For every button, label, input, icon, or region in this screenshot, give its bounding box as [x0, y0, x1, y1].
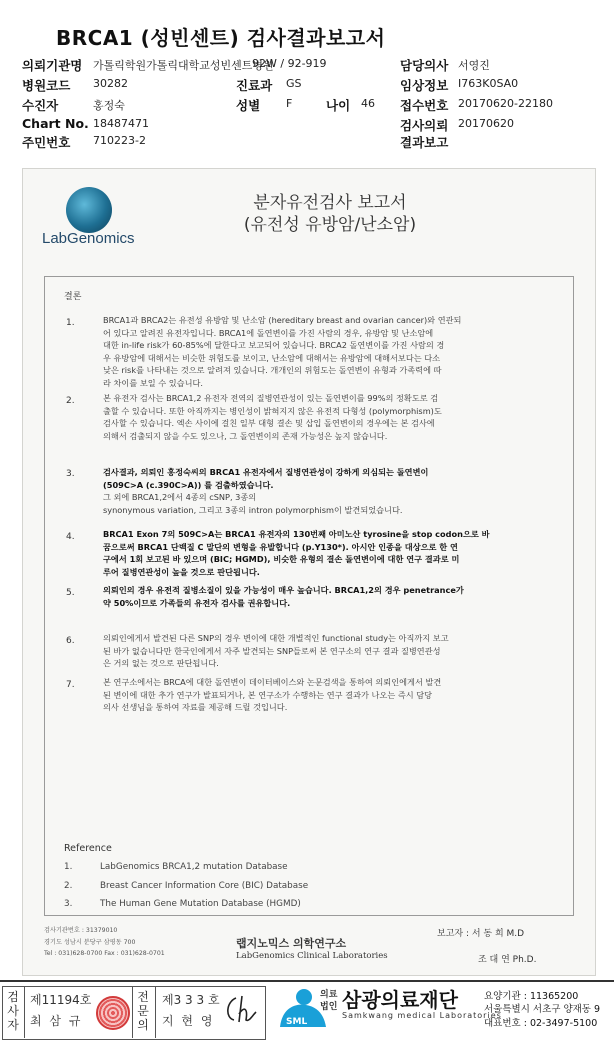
- specialist-signature: [222, 992, 260, 1028]
- value-patient: 홍정숙: [93, 99, 125, 112]
- reference-number: 2.: [64, 881, 73, 891]
- value-sex: F: [286, 97, 293, 110]
- org-name: 삼광의료재단: [342, 988, 458, 1012]
- labgenomics-logo-icon: [66, 187, 112, 233]
- org-code: 요양기관 : 11365200: [484, 991, 579, 1002]
- specialist-license: 제3 3 3 호: [162, 993, 220, 1007]
- reference-item-3: The Human Gene Mutation Database (HGMD): [100, 899, 301, 909]
- lab-code: 검사기관번호 : 31379010: [44, 927, 118, 934]
- sml-logo-text: SML: [286, 1017, 308, 1027]
- reference-number: 3.: [64, 899, 73, 909]
- reference-number: 1.: [64, 862, 73, 872]
- conclusion-heading: 결론: [64, 292, 82, 302]
- item-number: 5.: [66, 588, 75, 598]
- inspector-name: 최 삼 규: [30, 1014, 83, 1028]
- item-number: 3.: [66, 469, 75, 479]
- value-resident-no: 710223-2: [93, 134, 146, 147]
- conclusion-item-7: 본 연구소에서는 BRCA에 대한 돌연변이 데이터베이스와 논문검색을 통하여 의뢰인에게서 발견 된 변이에 대한 추가 연구가 발표되거나, 본 연구소가 수행하는 연구 결과가 나오는 즉시 담당 의사 선생님을 통하여 자료를 제공해 드릴 것입니다.: [103, 677, 442, 712]
- conclusion-item-2: 본 유전자 검사는 BRCA1,2 유전자 전역의 질병연관성이 있는 돌연변이를 99%의 정확도로 검 출할 수 있습니다. 또한 아직까지는 병인성이 밝혀지지 않은 유전적 다형성 (polymorphism)도 검사할 수 있습니다. 엑손 사이에 걸친 일부 대형 결손 및 삽입 돌연변이의 경우에는 본 검사에 의해서 검출되지 않을 수도 있으나, 그 돌연변이의 존재 가능성은 높지 않습니다.: [103, 393, 442, 441]
- value-department: GS: [286, 77, 302, 90]
- conclusion-item-6: 의뢰인에게서 발견된 다른 SNP의 경우 변이에 대한 개별적인 functional study는 아직까지 보고 된 바가 없습니다만 한국인에게서 자주 발견되는 SNP들로써 본 연구소의 연구 결과 질병연관성 은 거의 없는 것으로 판단됩니다.: [103, 633, 449, 668]
- reference-item-1: LabGenomics BRCA1,2 mutation Database: [100, 862, 288, 872]
- item-number: 6.: [66, 636, 75, 646]
- org-address: 서울특별시 서초구 양재동 9: [484, 1004, 601, 1015]
- value-request-date: 20170620: [458, 117, 514, 130]
- label-resident-no: 주민번호: [22, 135, 71, 150]
- value-hospital-code: 30282: [93, 77, 128, 90]
- value-age: 46: [361, 97, 375, 110]
- lab-address: 경기도 성남시 분당구 삼평동 700: [44, 939, 136, 946]
- label-chart-no: Chart No.: [22, 116, 89, 131]
- org-prefix-2: 법인: [320, 1002, 338, 1012]
- inspector-label-char: 사: [7, 1004, 19, 1018]
- specialist-label-char: 전: [137, 990, 149, 1004]
- conclusion-item-3-bold: 검사결과, 의뢰인 홍정숙씨의 BRCA1 유전자에서 질병연관성이 강하게 의심되는 돌연변이 (509C>A (c.390C>A)) 를 검출하였습니다.: [103, 467, 429, 490]
- inspector-label-char: 검: [7, 990, 19, 1004]
- conclusion-item-1: BRCA1과 BRCA2는 유전성 유방암 및 난소암 (hereditary breast and ovarian cancer)와 연관되 어 있다고 알려진 유전자입니다. BRCA1에 돌연변이를 가진 사람의 경우, 유방암 및 난소암에 대한 in-life risk가 60-85%에 달한다고 보고되어 있습니다. BRCA2 돌연변이를 가진 사람의 경 우 유방암에 대해서는 비슷한 위험도를 보이고, 난소암에 대해서는 유방암에 대해서보다는 다소 낮은 risk를 나타내는 것으로 알려져 있습니다. 개개인의 위험도는 돌연변이 유형과 가족력에 따 라 차이를 보일 수 있습니다.: [103, 315, 462, 388]
- item-number: 4.: [66, 532, 75, 542]
- reporter-1: 보고자 : 서 동 희 M.D: [437, 929, 525, 939]
- org-phone: 대표번호 : 02-3497-5100: [484, 1018, 598, 1029]
- specialist-name: 지 현 영: [162, 1014, 215, 1028]
- value-receipt-no: 20170620-22180: [458, 97, 553, 110]
- label-patient: 수진자: [22, 98, 59, 113]
- institute-name-ko: 랩지노믹스 의학연구소: [236, 937, 347, 950]
- value-doctor: 서영진: [458, 59, 490, 72]
- reference-heading: Reference: [64, 843, 112, 854]
- report-title: BRCA1 (성빈센트) 검사결과보고서: [56, 26, 386, 50]
- label-clinical-info: 임상정보: [400, 78, 449, 93]
- value-institution: 가톨릭학원가톨릭대학교성빈센트병원: [93, 59, 274, 72]
- inspector-label-char: 자: [7, 1018, 19, 1032]
- institute-name-en: LabGenomics Clinical Laboratories: [236, 951, 388, 961]
- report-heading-line2: (유전성 유방암/난소암): [243, 215, 417, 235]
- reference-item-2: Breast Cancer Information Core (BIC) Database: [100, 881, 309, 891]
- conclusion-item-5: 의뢰인의 경우 유전적 질병소질이 있을 가능성이 매우 높습니다. BRCA1,2의 경우 penetrance가 약 50%이므로 가족들의 유전자 검사를 권유합니다.: [103, 585, 464, 608]
- specialist-label-char: 의: [137, 1018, 149, 1032]
- label-result-report: 결과보고: [400, 135, 449, 150]
- label-age: 나이: [326, 98, 351, 113]
- label-hospital-code: 병원코드: [22, 78, 71, 93]
- org-name-en: Samkwang medical Laboratories: [342, 1011, 502, 1020]
- specialist-label-char: 문: [137, 1004, 149, 1018]
- value-clinical-info: I763K0SA0: [458, 77, 519, 90]
- org-prefix-1: 의료: [320, 990, 338, 1000]
- label-request-date: 검사의뢰: [400, 118, 449, 133]
- item-number: 7.: [66, 680, 75, 690]
- labgenomics-logo-text: LabGenomics: [42, 230, 135, 247]
- label-doctor: 담당의사: [400, 58, 449, 73]
- value-ward: 92W / 92-919: [252, 57, 327, 70]
- conclusion-item-3: 그 외에 BRCA1,2에서 4종의 cSNP, 3종의 synonymous variation, 그리고 3종의 intron polymorphism이 발견되었습니다.: [103, 492, 403, 515]
- label-department: 진료과: [236, 78, 273, 93]
- value-chart-no: 18487471: [93, 117, 149, 130]
- lab-contact: Tel : 031)628-0700 Fax : 031)628-0701: [44, 950, 165, 957]
- inspector-seal: [96, 996, 130, 1030]
- label-sex: 성별: [236, 98, 261, 113]
- item-number: 2.: [66, 396, 75, 406]
- report-heading-line1: 분자유전검사 보고서: [253, 193, 407, 213]
- label-institution: 의뢰기관명: [22, 58, 83, 73]
- inspector-license: 제11194호: [30, 993, 92, 1007]
- item-number: 1.: [66, 318, 75, 328]
- report-heading: [170, 192, 490, 236]
- conclusion-item-4: BRCA1 Exon 7의 509C>A는 BRCA1 유전자의 130번째 아미노산 tyrosine을 stop codon으로 바 꿈으로써 BRCA1 단백질 C 말단의 변형을 유발합니다 (p.Y130*). 아시안 인종을 대상으로 한 연 구에서 1회 보고된 바 있으며 (BIC; HGMD), 비슷한 유형의 결손 돌연변이에 대한 연구 결과로 미 루어 질병연관성이 높을 것으로 판단됩니다.: [103, 529, 490, 577]
- reporter-2: 조 대 연 Ph.D.: [478, 955, 537, 965]
- label-receipt-no: 접수번호: [400, 98, 449, 113]
